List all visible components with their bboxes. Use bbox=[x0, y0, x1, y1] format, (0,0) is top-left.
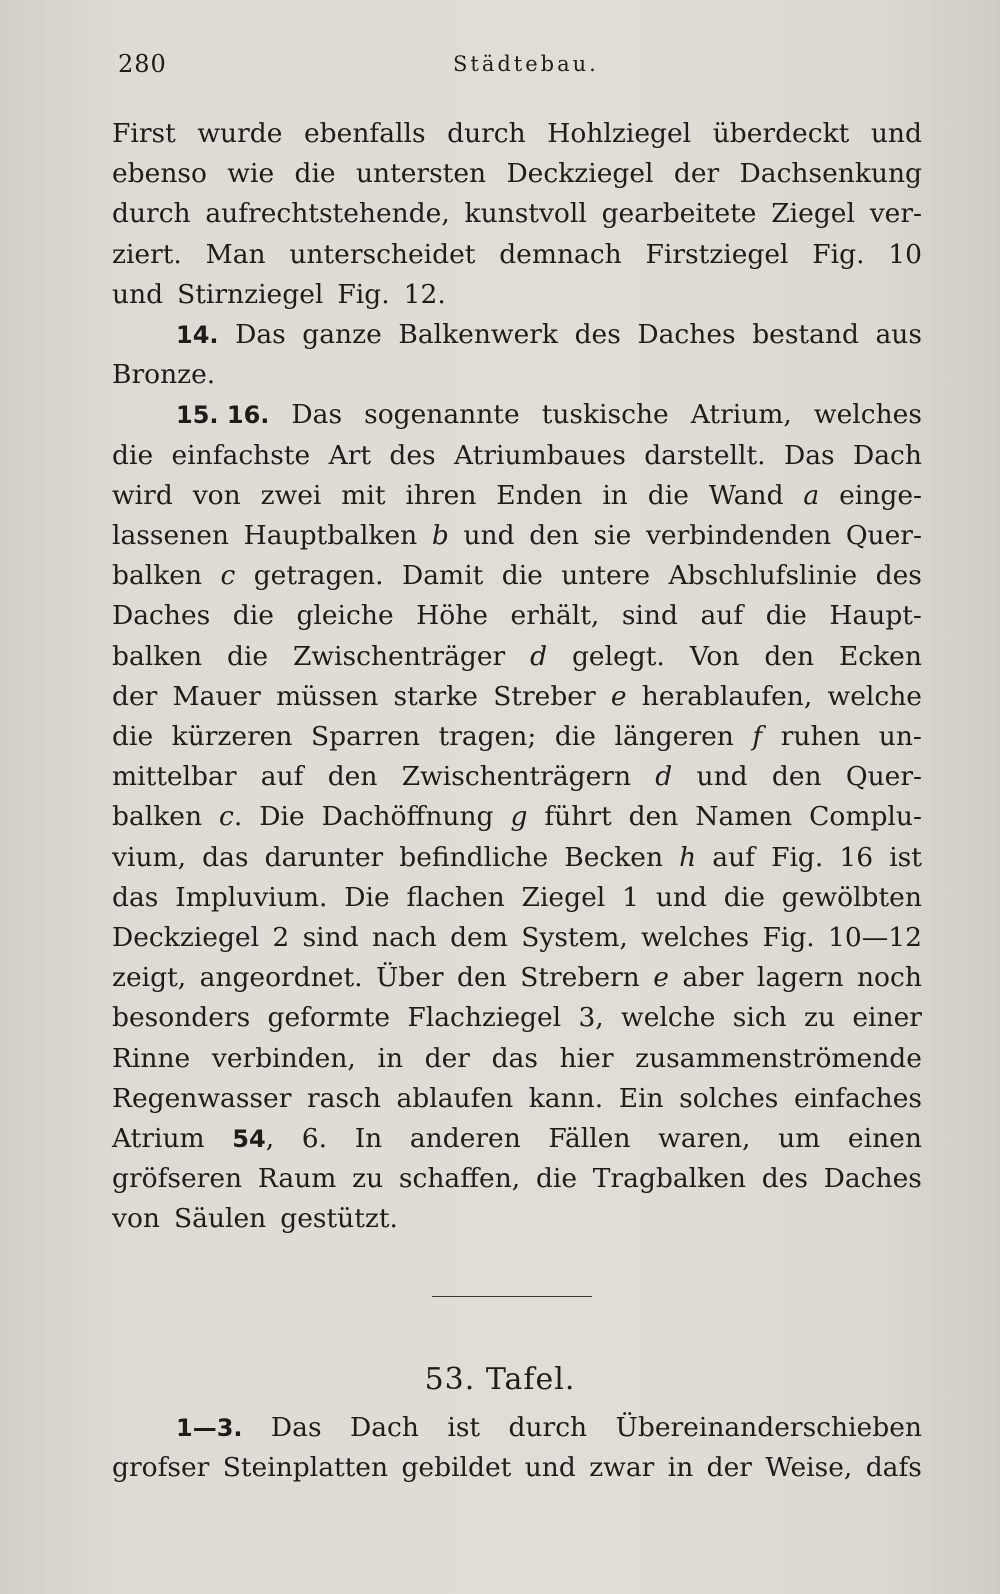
word: das bbox=[202, 841, 249, 873]
text-line bbox=[112, 114, 922, 154]
word: einfaches bbox=[793, 1082, 922, 1114]
word: mittelbar bbox=[112, 761, 237, 793]
italic-variable: b bbox=[431, 520, 449, 552]
word: In bbox=[354, 1123, 383, 1155]
word: wird bbox=[112, 479, 173, 511]
word: einge- bbox=[839, 479, 922, 511]
text-line bbox=[112, 315, 922, 355]
word: erhält, bbox=[510, 600, 600, 632]
word: Abschlufslinie bbox=[668, 560, 858, 592]
word: demnach bbox=[499, 238, 622, 270]
word: die bbox=[765, 600, 807, 632]
word: der bbox=[424, 1042, 470, 1074]
word: Die bbox=[259, 801, 305, 833]
word: Man bbox=[205, 238, 266, 270]
word: ablaufen bbox=[396, 1082, 514, 1114]
word: 10—12 bbox=[828, 922, 922, 954]
word: einer bbox=[852, 1002, 922, 1034]
word: aber bbox=[682, 962, 744, 994]
word: Enden bbox=[496, 479, 583, 511]
word: Steinplatten bbox=[222, 1452, 389, 1484]
word: längeren bbox=[614, 721, 734, 753]
word: Stirnziegel bbox=[177, 278, 324, 310]
word: die bbox=[112, 721, 154, 753]
word: besonders bbox=[112, 1002, 251, 1034]
word: Strebern bbox=[520, 962, 640, 994]
word: 6. bbox=[301, 1123, 328, 1155]
word: der bbox=[673, 158, 720, 190]
word: die bbox=[232, 600, 274, 632]
text-line bbox=[112, 998, 922, 1038]
main-text-block bbox=[112, 114, 922, 1240]
word: Deckziegel bbox=[112, 922, 260, 954]
text-line bbox=[112, 235, 922, 275]
word: Fig. bbox=[812, 238, 865, 270]
word: Das bbox=[291, 399, 343, 431]
word: lagern bbox=[756, 962, 844, 994]
word: auf bbox=[712, 841, 755, 873]
figure-letter bbox=[220, 556, 235, 596]
word: das bbox=[112, 881, 159, 913]
word: der bbox=[706, 1452, 752, 1484]
text-line bbox=[112, 1039, 922, 1079]
word: auf bbox=[700, 600, 744, 632]
word: Streber bbox=[493, 680, 596, 712]
word: müssen bbox=[276, 680, 379, 712]
word: durch bbox=[447, 118, 526, 149]
word: Impluvium. bbox=[175, 881, 328, 913]
word: vium, bbox=[112, 841, 187, 873]
word: Ecken bbox=[838, 640, 922, 672]
word: First bbox=[112, 118, 176, 149]
running-header bbox=[118, 50, 918, 84]
second-text-block bbox=[112, 1408, 922, 1488]
word: tuskische bbox=[541, 399, 669, 431]
text-line bbox=[112, 797, 922, 837]
italic-variable: c bbox=[220, 560, 236, 592]
word: sind bbox=[621, 600, 678, 632]
italic-variable: e bbox=[653, 962, 669, 994]
word: kunstvoll bbox=[464, 198, 587, 230]
figure-letter bbox=[653, 958, 669, 998]
text-line bbox=[112, 918, 922, 958]
italic-variable: g bbox=[510, 801, 528, 833]
word: welche bbox=[827, 680, 922, 712]
word: Übereinanderschieben bbox=[615, 1412, 922, 1443]
word: dem bbox=[450, 922, 508, 954]
word: die bbox=[723, 881, 765, 913]
text-line bbox=[112, 556, 922, 596]
word: Atrium bbox=[112, 1123, 205, 1155]
page-number: 280 bbox=[118, 50, 167, 78]
text-line bbox=[112, 1448, 922, 1488]
word: Daches bbox=[637, 319, 736, 351]
word: Balkenwerk bbox=[398, 319, 558, 351]
word: und bbox=[463, 520, 515, 552]
word: in bbox=[602, 479, 628, 511]
word: starke bbox=[393, 680, 478, 712]
italic-variable: d bbox=[530, 640, 548, 672]
word: 1 bbox=[622, 881, 639, 913]
text-line bbox=[112, 677, 922, 717]
word: den bbox=[327, 761, 378, 793]
word: Flachziegel bbox=[407, 1002, 562, 1034]
word: 10 bbox=[888, 238, 922, 270]
italic-variable: d bbox=[655, 761, 673, 793]
word: und bbox=[696, 761, 748, 793]
word: Namen bbox=[695, 801, 793, 833]
word: untersten bbox=[355, 158, 487, 190]
word: Daches bbox=[823, 1163, 922, 1195]
word: Bronze. bbox=[112, 359, 216, 391]
word: die bbox=[112, 439, 154, 471]
word: welches bbox=[641, 922, 750, 954]
word: 3, bbox=[578, 1002, 604, 1034]
word: befindliche bbox=[399, 841, 549, 873]
word: gelegt. bbox=[571, 640, 665, 672]
word: herablaufen, bbox=[641, 680, 813, 712]
text-line bbox=[112, 717, 922, 757]
word: Fig. bbox=[337, 278, 390, 310]
text-line bbox=[112, 1119, 922, 1159]
word: geformte bbox=[267, 1002, 391, 1034]
word: die bbox=[501, 560, 543, 592]
word: Dachsenkung bbox=[739, 158, 922, 190]
word: des bbox=[574, 319, 621, 351]
word: darstellt. bbox=[644, 439, 766, 471]
word: ganze bbox=[302, 319, 382, 351]
word: die bbox=[647, 479, 689, 511]
word: Das bbox=[235, 319, 286, 351]
text-line bbox=[112, 1079, 922, 1119]
text-line bbox=[112, 154, 922, 194]
word: Ein bbox=[618, 1082, 664, 1114]
word: Die bbox=[344, 881, 390, 913]
word: führt bbox=[544, 801, 612, 833]
text-line bbox=[112, 436, 922, 476]
word: nach bbox=[372, 922, 437, 954]
word: verbinden, bbox=[211, 1042, 356, 1074]
word: zu bbox=[352, 1163, 384, 1195]
word: ruhen bbox=[780, 721, 861, 753]
plate-reference: 54, bbox=[232, 1123, 275, 1155]
figure-letter: c. bbox=[219, 801, 243, 833]
text-line bbox=[112, 1408, 922, 1448]
word: 2 bbox=[272, 922, 290, 954]
figure-letter bbox=[611, 677, 627, 717]
italic-variable: c bbox=[219, 801, 234, 833]
word: Atrium, bbox=[690, 399, 792, 431]
word: mit bbox=[341, 479, 386, 511]
word: zu bbox=[804, 1002, 836, 1034]
word: Haupt- bbox=[829, 600, 922, 632]
figure-letter bbox=[752, 717, 762, 757]
word: des bbox=[389, 439, 436, 471]
word: die bbox=[294, 158, 336, 190]
italic-variable: f bbox=[752, 721, 763, 753]
word: Fällen bbox=[548, 1123, 631, 1155]
word: hier bbox=[559, 1042, 614, 1074]
word: Höhe bbox=[416, 600, 488, 632]
word: das bbox=[491, 1042, 538, 1074]
word: Damit bbox=[402, 560, 484, 592]
word: durch bbox=[112, 198, 191, 230]
word: gewölbten bbox=[781, 881, 922, 913]
word: Dach bbox=[852, 439, 922, 471]
word: 16 bbox=[839, 841, 874, 873]
word: sind bbox=[302, 922, 359, 954]
word: einen bbox=[847, 1123, 922, 1155]
word: flachen bbox=[406, 881, 505, 913]
word: Wand bbox=[708, 479, 784, 511]
text-line bbox=[112, 637, 922, 677]
word: balken bbox=[112, 801, 203, 833]
text-line bbox=[112, 476, 922, 516]
word: balken bbox=[112, 640, 203, 672]
word: lassenen bbox=[112, 520, 229, 552]
text-line bbox=[112, 958, 922, 998]
word: den bbox=[529, 520, 579, 552]
italic-variable: a bbox=[803, 479, 820, 511]
word: einfachste bbox=[171, 439, 311, 471]
word: von bbox=[192, 479, 241, 511]
word: welche bbox=[621, 1002, 716, 1034]
running-title: Städtebau. bbox=[453, 52, 599, 76]
word: sogenannte bbox=[364, 399, 520, 431]
word: ist bbox=[889, 841, 922, 873]
word: kann. bbox=[528, 1082, 604, 1114]
word: Quer- bbox=[845, 761, 922, 793]
figure-marker: 1—3. bbox=[176, 1414, 243, 1442]
word: Dach bbox=[349, 1412, 419, 1443]
word: balken bbox=[112, 560, 203, 592]
word: kürzeren bbox=[171, 721, 293, 753]
text-line bbox=[112, 516, 922, 556]
word: auf bbox=[260, 761, 304, 793]
word: Raum bbox=[257, 1163, 337, 1195]
word: Becken bbox=[564, 841, 664, 873]
word: Das bbox=[270, 1412, 322, 1443]
word: Complu- bbox=[809, 801, 922, 833]
italic-variable: h bbox=[679, 841, 697, 873]
figure-letter bbox=[679, 838, 696, 878]
word: Rinne bbox=[112, 1042, 191, 1074]
word: grofser bbox=[112, 1452, 210, 1484]
word: sich bbox=[732, 1002, 787, 1034]
text-line bbox=[112, 757, 922, 797]
word: des bbox=[761, 1163, 808, 1195]
word: un- bbox=[878, 721, 922, 753]
bold-number: 54 bbox=[232, 1125, 266, 1154]
word: verbindenden bbox=[645, 520, 832, 552]
word: ihren bbox=[405, 479, 477, 511]
text-line bbox=[112, 275, 922, 315]
word: wie bbox=[227, 158, 275, 190]
word: Zwischenträgern bbox=[401, 761, 632, 793]
word: anderen bbox=[409, 1123, 521, 1155]
word: Über bbox=[375, 962, 444, 994]
word: welches bbox=[813, 399, 922, 431]
word: in bbox=[377, 1042, 404, 1074]
word: den bbox=[457, 962, 507, 994]
word: Sparren bbox=[311, 721, 421, 753]
section-divider bbox=[432, 1296, 592, 1297]
word: und bbox=[524, 1452, 576, 1484]
word: Atriumbaues bbox=[454, 439, 626, 471]
word: Firstziegel bbox=[645, 238, 789, 270]
word: Ziegel bbox=[771, 198, 855, 230]
word: aus bbox=[875, 319, 922, 351]
word: angeordnet. bbox=[199, 962, 363, 994]
figure-letter bbox=[803, 476, 819, 516]
word: Fig. bbox=[771, 841, 824, 873]
word: noch bbox=[856, 962, 922, 994]
word: der bbox=[112, 680, 158, 712]
word: Deckziegel bbox=[506, 158, 654, 190]
italic-variable: e bbox=[610, 680, 627, 712]
text-line bbox=[112, 1199, 922, 1239]
word: in bbox=[667, 1452, 694, 1484]
word: unterscheidet bbox=[289, 238, 476, 270]
word: zwar bbox=[589, 1452, 655, 1484]
word: ver- bbox=[869, 198, 922, 230]
figure-marker: 14. bbox=[176, 321, 219, 350]
text-line bbox=[112, 878, 922, 918]
word: Daches bbox=[112, 600, 211, 632]
word: solches bbox=[679, 1082, 779, 1114]
word: ist bbox=[447, 1412, 481, 1443]
word: Regenwasser bbox=[112, 1082, 292, 1114]
word: Hohlziegel bbox=[547, 118, 692, 149]
section-heading: 53. Tafel. bbox=[424, 1362, 576, 1397]
word: Fig. bbox=[762, 922, 815, 954]
word: Art bbox=[328, 439, 372, 471]
word: Ziegel bbox=[521, 881, 606, 913]
word: 12. bbox=[403, 278, 446, 310]
word: die bbox=[554, 721, 596, 753]
figure-marker: 15. 16. bbox=[176, 401, 270, 430]
word: Das bbox=[783, 439, 835, 471]
word: aufrechtstehende, bbox=[205, 198, 450, 230]
text-line bbox=[112, 1159, 922, 1199]
word: ebenso bbox=[112, 158, 207, 190]
word: den bbox=[628, 801, 679, 833]
text-line bbox=[112, 596, 922, 636]
word: gestützt. bbox=[280, 1203, 398, 1235]
word: zwei bbox=[260, 479, 322, 511]
text-line bbox=[112, 194, 922, 234]
text-line bbox=[112, 395, 922, 435]
word: getragen. bbox=[253, 560, 384, 592]
word: bestand bbox=[752, 319, 859, 351]
word: und bbox=[112, 278, 164, 310]
word: waren, bbox=[658, 1123, 751, 1155]
word: überdeckt bbox=[712, 118, 850, 149]
word: die bbox=[535, 1163, 578, 1195]
figure-letter bbox=[655, 757, 672, 797]
word: Zwischenträger bbox=[292, 640, 506, 672]
word: durch bbox=[508, 1412, 588, 1443]
word: schaffen, bbox=[398, 1163, 521, 1195]
word: System, bbox=[521, 922, 628, 954]
word: Dachöffnung bbox=[321, 801, 494, 833]
word: von bbox=[112, 1203, 160, 1235]
word: ebenfalls bbox=[303, 118, 426, 149]
word: tragen; bbox=[438, 721, 537, 753]
text-line bbox=[112, 355, 922, 395]
word: gleiche bbox=[296, 600, 394, 632]
figure-letter bbox=[530, 637, 547, 677]
word: sie bbox=[593, 520, 632, 552]
word: Weise, bbox=[765, 1452, 853, 1484]
word: Von bbox=[689, 640, 740, 672]
figure-letter bbox=[432, 516, 449, 556]
word: gröfseren bbox=[112, 1163, 243, 1195]
word: Tragbalken bbox=[592, 1163, 746, 1195]
word: den bbox=[764, 640, 815, 672]
word: zeigt, bbox=[112, 962, 187, 994]
word: und bbox=[655, 881, 707, 913]
word: darunter bbox=[264, 841, 384, 873]
word: des bbox=[875, 560, 922, 592]
word: den bbox=[771, 761, 822, 793]
word: und bbox=[870, 118, 922, 149]
word: wurde bbox=[197, 118, 283, 149]
word: um bbox=[778, 1123, 821, 1155]
word: Säulen bbox=[174, 1203, 267, 1235]
word: gebildet bbox=[401, 1452, 512, 1484]
word: Hauptbalken bbox=[243, 520, 418, 552]
word: ziert. bbox=[112, 238, 182, 270]
figure-letter bbox=[510, 797, 527, 837]
word: zusammenströmende bbox=[635, 1042, 922, 1074]
word: die bbox=[226, 640, 269, 672]
word: gearbeitete bbox=[601, 198, 757, 230]
word: Quer- bbox=[845, 520, 922, 552]
text-line bbox=[112, 838, 922, 878]
word: Mauer bbox=[172, 680, 261, 712]
word: rasch bbox=[306, 1082, 381, 1114]
word: dafs bbox=[865, 1452, 922, 1484]
word: untere bbox=[561, 560, 651, 592]
